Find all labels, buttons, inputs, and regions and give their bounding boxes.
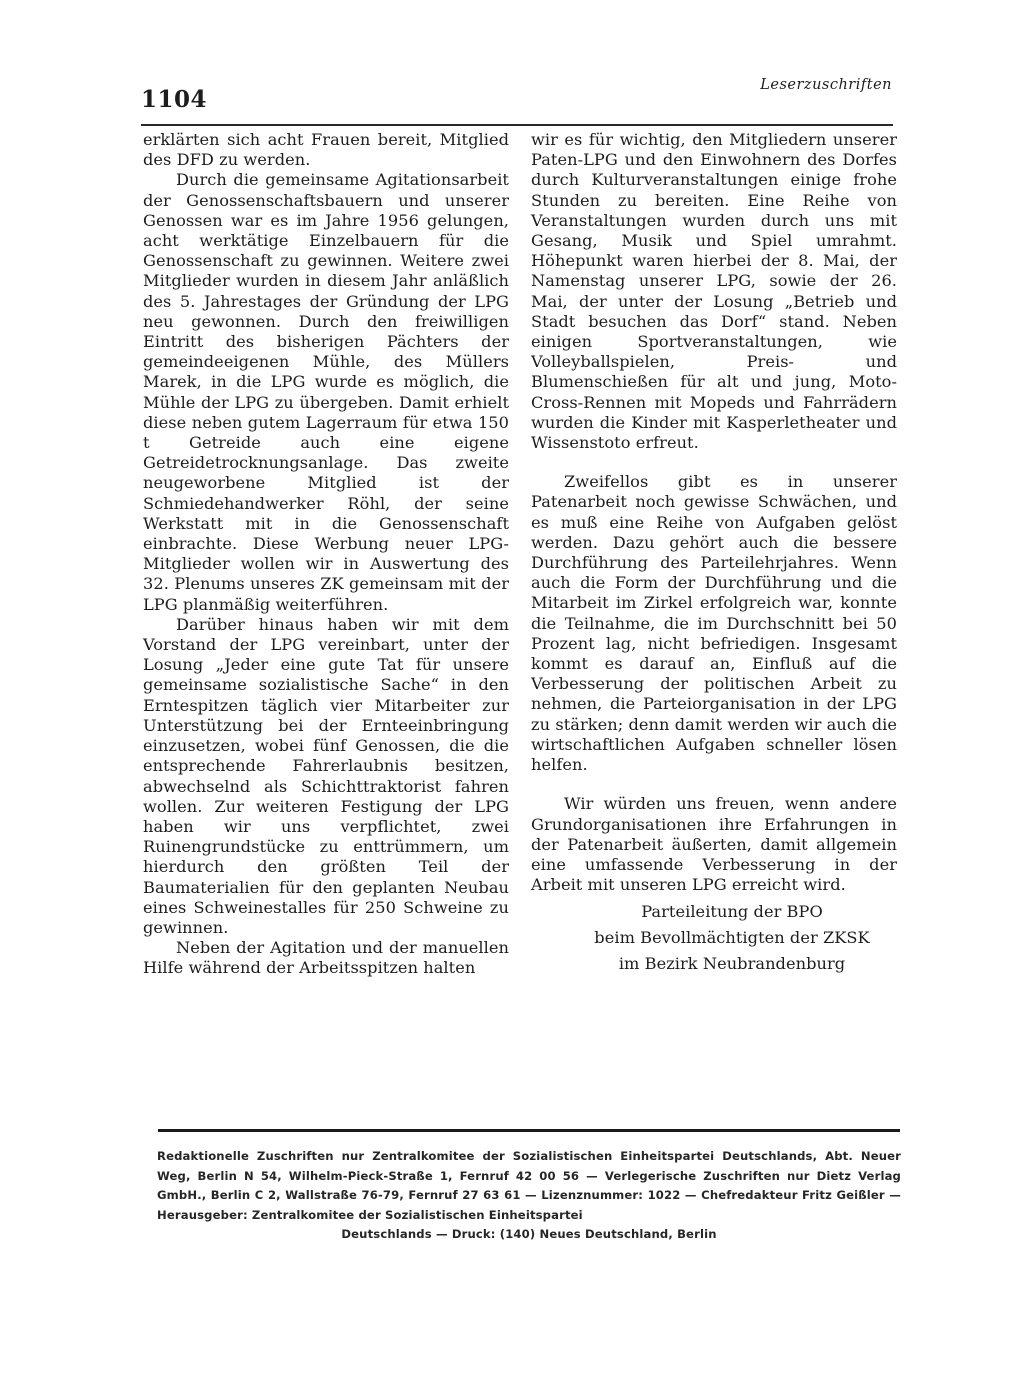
footer-rule [158,1129,900,1132]
paragraph: wir es für wichtig, den Mitgliedern unserer Paten-LPG und den Einwohnern des Dorfes durch Kulturveranstaltungen einige frohe Stunden zu bereiten. Eine Reihe von Veranstaltungen wurden durch uns mit Gesang, Musik und Spiel umrahmt. Höhepunkt waren hierbei der 8. Mai, der Namenstag unserer LPG, sowie der 26. Mai, der unter der Losung „Betrieb und Stadt besuchen das Dorf“ stand. Neben einigen Sportveranstaltungen, wie Volleyballspielen, Preis- und Blumenschießen für alt und jung, Moto-Cross-Rennen mit Mopeds und Fahrrädern wurden die Kinder mit Kasperletheater und Wissenstoto erfreut. [531,130,897,453]
header-rule [141,124,893,126]
signature-block [531,899,897,977]
left-column [143,130,509,979]
signature-line: Parteileitung der BPO [641,902,823,922]
signature-line: im Bezirk Neubrandenburg [618,954,846,974]
section-title: Leserzuschriften [760,77,892,93]
paragraph: Darüber hinaus haben wir mit dem Vorstand der LPG vereinbart, unter der Losung „Jeder eine gute Tat für unsere gemeinsame sozialistische Sache“ in den Erntespitzen täglich vier Mitarbeiter zur Unterstützung bei der Ernteeinbringung einzusetzen, wobei fünf Genossen, die die entsprechende Fahrerlaubnis besitzen, abwechselnd als Schichttraktorist fahren wollen. Zur weiteren Festigung der LPG haben wir uns verpflichtet, zwei Ruinengrundstücke zu enttrümmern, um hierdurch den größten Teil der Baumaterialien für den geplanten Neubau eines Schweinestalles für 250 Schweine zu gewinnen. [143,614,509,937]
paragraph: Neben der Agitation und der manuellen Hilfe während der Arbeitsspitzen halten [143,938,509,978]
right-column [531,130,897,977]
signature-line: beim Bevollmächtigten der ZKSK [594,928,870,948]
imprint-last-line: Deutschlands — Druck: (140) Neues Deutschland, Berlin [341,1227,717,1241]
page-number: 1104 [141,86,208,113]
paragraph: erklärten sich acht Frauen bereit, Mitglied des DFD zu werden. [143,130,509,170]
imprint-footer [157,1147,901,1245]
paragraph: Wir würden uns freuen, wenn andere Grundorganisationen ihre Erfahrungen in der Patenarbeit äußerten, damit allgemein eine umfassende Verbesserung in der Arbeit mit unseren LPG erreicht wird. [531,794,897,895]
paragraph: Durch die gemeinsame Agitationsarbeit der Genossenschaftsbauern und unserer Genossen war es im Jahre 1956 gelungen, acht werktätige Einzelbauern für die Genossenschaft zu gewinnen. Weitere zwei Mitglieder wurden in diesem Jahr anläßlich des 5. Jahrestages der Gründung der LPG neu gewonnen. Durch den freiwilligen Eintritt des bisherigen Pächters der gemeindeeigenen Mühle, des Müllers Marek, in die LPG wurde es möglich, die Mühle der LPG zu übergeben. Damit erhielt diese neben gutem Lagerraum für etwa 150 t Getreide auch eine eigene Getreidetrocknungsanlage. Das zweite neugeworbene Mitglied ist der Schmiedehandwerker Röhl, der seine Werkstatt mit in die Genossenschaft einbrachte. Diese Werbung neuer LPG-Mitglieder wollen wir in Auswertung des 32. Plenums unseres ZK gemeinsam mit der LPG planmäßig weiterführen. [143,170,509,614]
imprint-text: Redaktionelle Zuschriften nur Zentralkomitee der Sozialistischen Einheitspartei Deutschlands, Abt. Neuer Weg, Berlin N 54, Wilhelm-Pieck-Straße 1, Fernruf 42 00 56 — Verlegerische Zuschriften nur Dietz Verlag GmbH., Berlin C 2, Wallstraße 76-79, Fernruf 27 63 61 — Lizenznummer: 1022 — Chefredakteur Fritz Geißler — Herausgeber: Zentralkomitee der Sozialistischen Einheitspartei [157,1149,901,1222]
paragraph: Zweifellos gibt es in unserer Patenarbeit noch gewisse Schwächen, und es muß eine Reihe von Aufgaben gelöst werden. Dazu gehört auch die bessere Durchführung des Parteilehrjahres. Wenn auch die Form der Durchführung und die Mitarbeit im Zirkel erfolgreich war, konnte die Teilnahme, die im Durchschnitt bei 50 Prozent lag, nicht befriedigen. Insgesamt kommt es darauf an, Einfluß auf die Verbesserung der politischen Arbeit zu nehmen, die Parteiorganisation in der LPG zu stärken; denn damit werden wir auch die wirtschaftlichen Aufgaben schneller lösen helfen. [531,472,897,775]
